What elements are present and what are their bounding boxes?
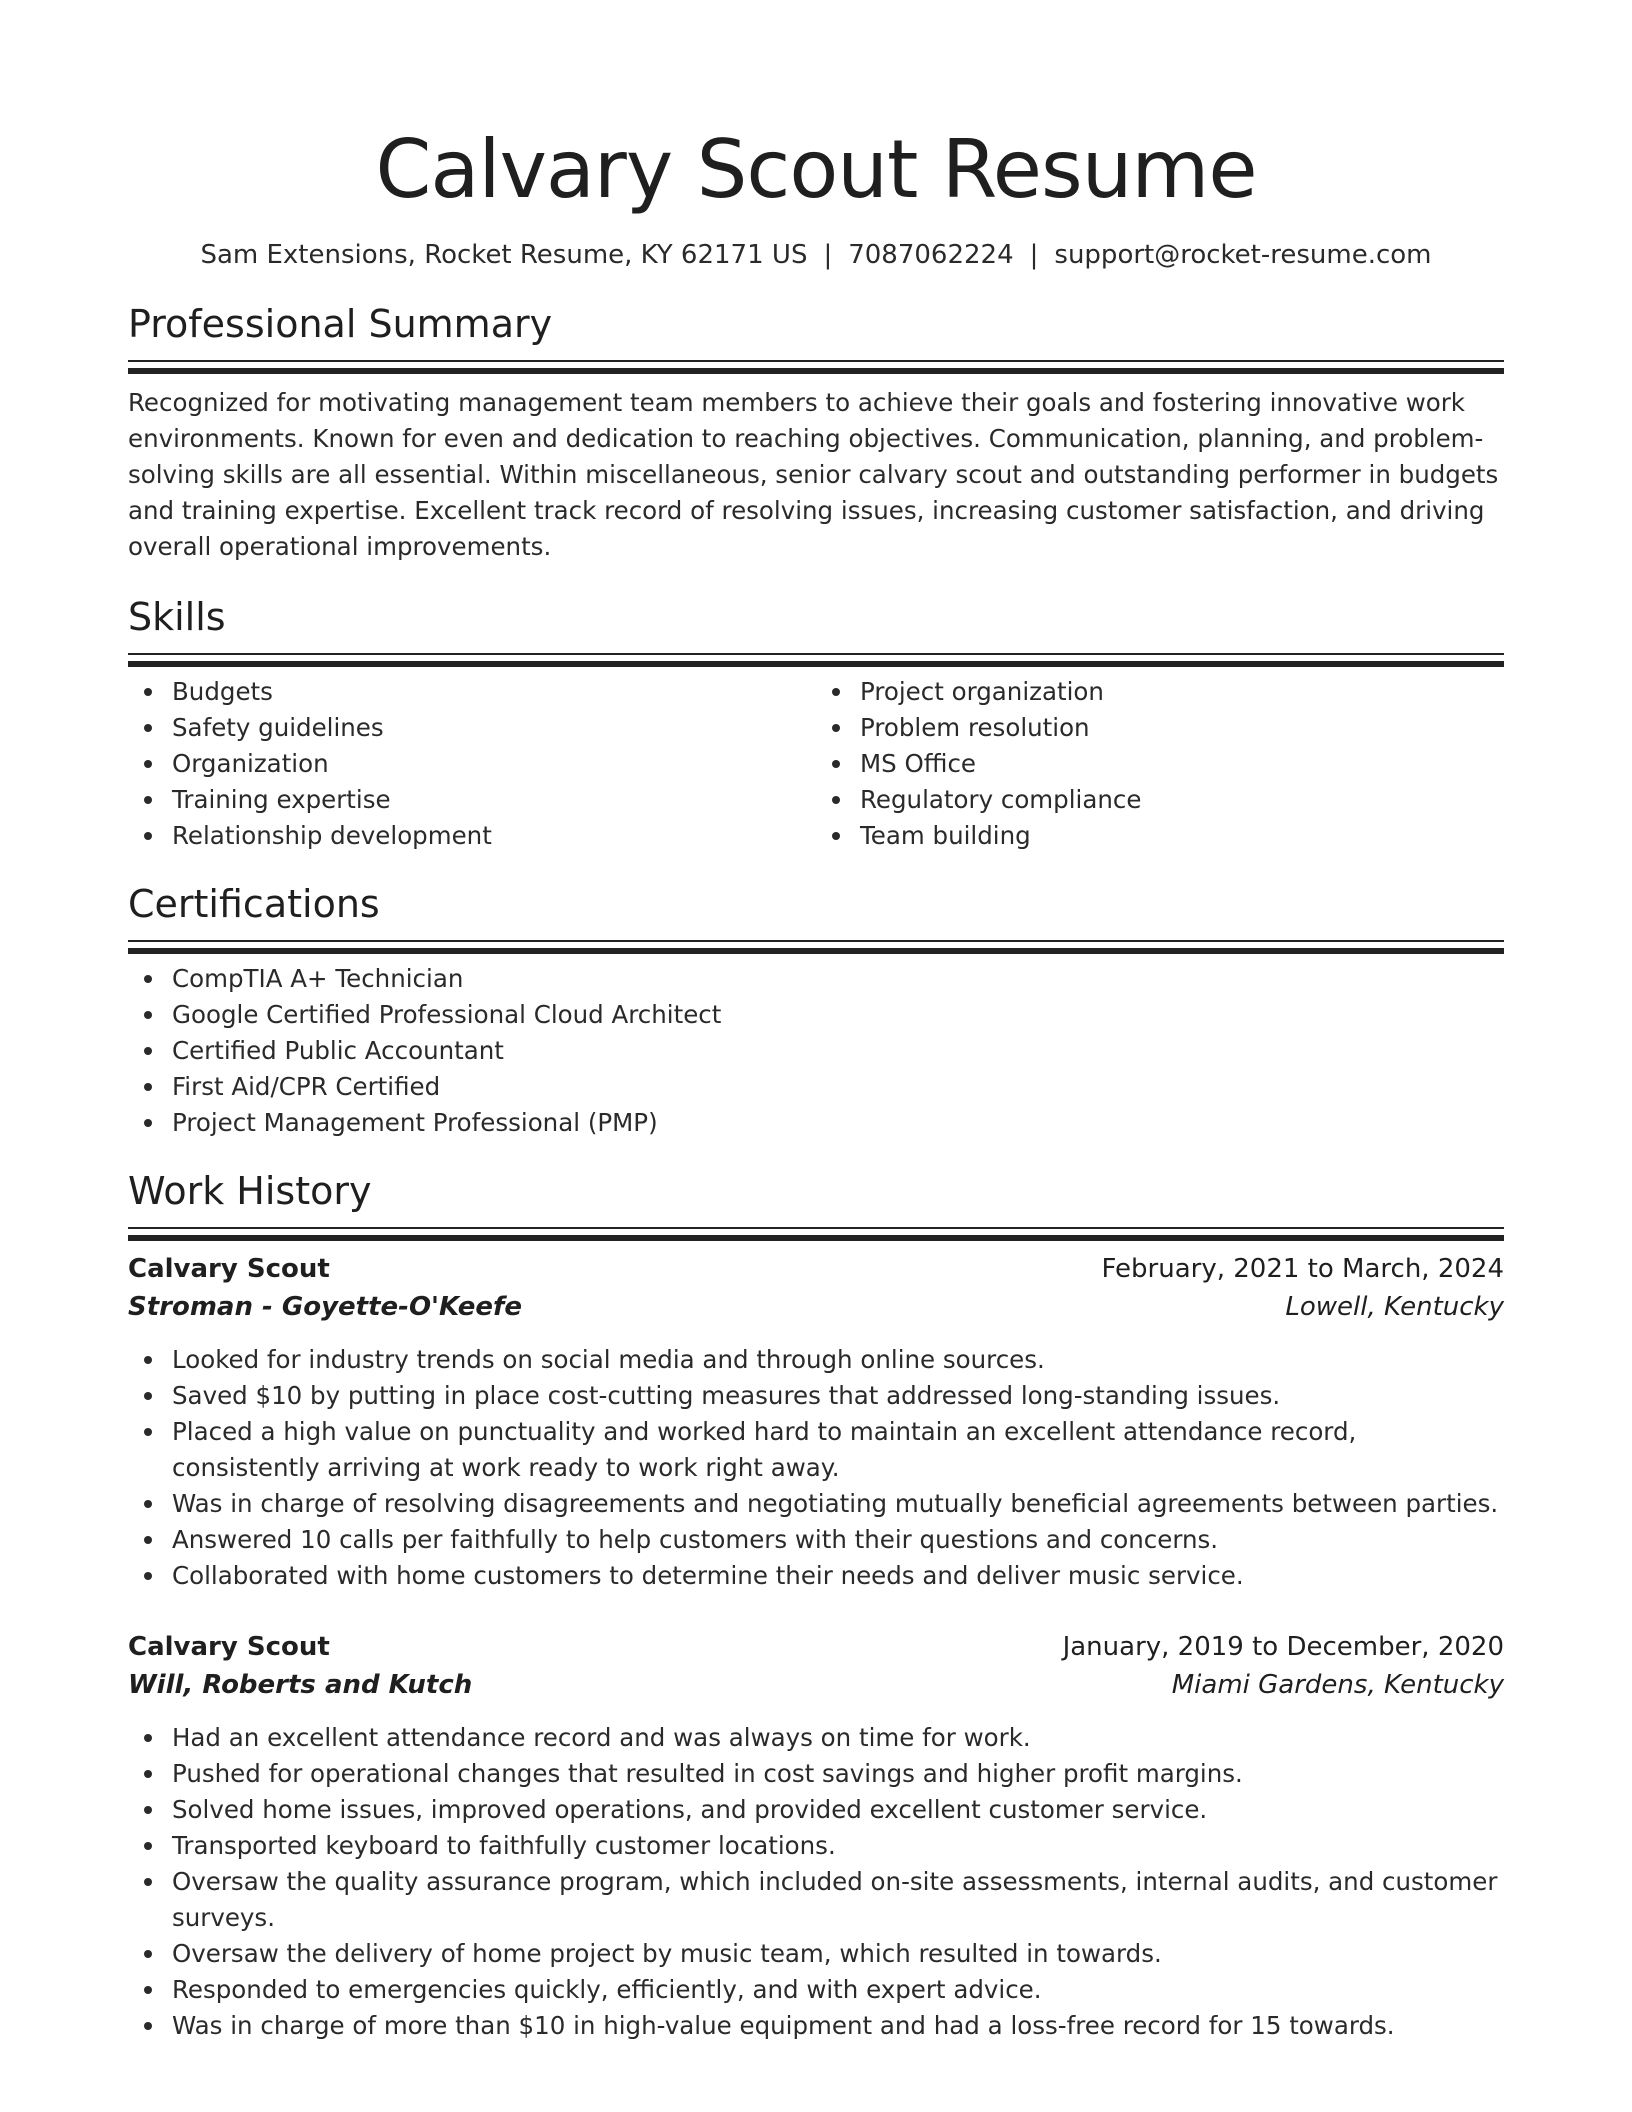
job-bullet: Answered 10 calls per faithfully to help customers with their questions and concerns. [128, 1522, 1504, 1558]
certification-item: Certified Public Accountant [128, 1033, 1504, 1069]
certification-item: First Aid/CPR Certified [128, 1069, 1504, 1105]
job-title: Calvary Scout [128, 1254, 330, 1284]
section-title-certifications: Certifications [128, 882, 380, 926]
job-subheader-row [128, 1666, 1504, 1704]
job-bullets [128, 1720, 1504, 2044]
certification-item: Google Certified Professional Cloud Architect [128, 997, 1504, 1033]
job-dates: January, 2019 to December, 2020 [1062, 1632, 1504, 1662]
certifications-section [128, 880, 1504, 1141]
section-title-work-history: Work History [128, 1169, 372, 1213]
job-bullet: Transported keyboard to faithfully customer locations. [128, 1828, 1504, 1864]
section-divider [128, 653, 1504, 660]
skills-section [128, 593, 1504, 854]
job-bullet: Saved $10 by putting in place cost-cutting measures that addressed long-standing issues. [128, 1378, 1504, 1414]
job-company: Will, Roberts and Kutch [128, 1670, 473, 1700]
skills-list-right [816, 674, 1504, 854]
job-bullet: Pushed for operational changes that resulted in cost savings and higher profit margins. [128, 1756, 1504, 1792]
certification-item: CompTIA A+ Technician [128, 961, 1504, 997]
contact-email: support@rocket-resume.com [1054, 240, 1432, 270]
job-location: Lowell, Kentucky [1285, 1292, 1504, 1322]
skills-list-left [128, 674, 816, 854]
job-subheader-row [128, 1288, 1504, 1326]
skill-item: Organization [128, 746, 816, 782]
job-bullet: Oversaw the quality assurance program, which included on-site assessments, internal audits, and customer surveys. [128, 1864, 1504, 1936]
contact-separator: | [823, 240, 833, 270]
contact-address: Sam Extensions, Rocket Resume, KY 62171 US [200, 240, 808, 270]
skills-columns [128, 660, 1504, 854]
skill-item: Project organization [816, 674, 1504, 710]
professional-summary-section [128, 300, 1504, 565]
job-header-row [128, 1628, 1504, 1666]
certification-item: Project Management Professional (PMP) [128, 1105, 1504, 1141]
skill-item: Budgets [128, 674, 816, 710]
job-bullet: Was in charge of resolving disagreements and negotiating mutually beneficial agreements between parties. [128, 1486, 1504, 1522]
skill-item: Team building [816, 818, 1504, 854]
contact-line [128, 238, 1504, 272]
summary-text: Recognized for motivating management team members to achieve their goals and fostering innovative work environments. Known for even and dedication to reaching objectives. Communication, planning, and problem-solving skills are all essential. Within miscellaneous, senior calvary scout and outstanding performer in budgets and training expertise. Excellent track record of resolving issues, increasing customer satisfaction, and driving overall operational improvements. [128, 388, 1499, 561]
section-divider [128, 940, 1504, 947]
skill-item: MS Office [816, 746, 1504, 782]
job-bullet: Responded to emergencies quickly, efficiently, and with expert advice. [128, 1972, 1504, 2008]
section-title-skills: Skills [128, 595, 226, 639]
skill-item: Safety guidelines [128, 710, 816, 746]
job-company: Stroman - Goyette-O'Keefe [128, 1292, 522, 1322]
job-entry [128, 1250, 1504, 1594]
job-header-row [128, 1250, 1504, 1288]
section-divider [128, 1227, 1504, 1234]
job-bullet: Solved home issues, improved operations, and provided excellent customer service. [128, 1792, 1504, 1828]
job-title: Calvary Scout [128, 1632, 330, 1662]
job-entry [128, 1628, 1504, 2044]
skill-item: Regulatory compliance [816, 782, 1504, 818]
skill-item: Problem resolution [816, 710, 1504, 746]
contact-phone: 7087062224 [848, 240, 1014, 270]
job-location: Miami Gardens, Kentucky [1171, 1670, 1504, 1700]
work-history-section [128, 1167, 1504, 2044]
section-divider [128, 360, 1504, 367]
job-bullet: Collaborated with home customers to determine their needs and deliver music service. [128, 1558, 1504, 1594]
section-title-summary: Professional Summary [128, 302, 553, 346]
job-bullet: Had an excellent attendance record and was always on time for work. [128, 1720, 1504, 1756]
job-bullet: Was in charge of more than $10 in high-value equipment and had a loss-free record for 15 towards. [128, 2008, 1504, 2044]
resume-title: Calvary Scout Resume [375, 123, 1257, 216]
skill-item: Relationship development [128, 818, 816, 854]
contact-separator: | [1029, 240, 1039, 270]
job-bullet: Placed a high value on punctuality and worked hard to maintain an excellent attendance record, consistently arriving at work ready to work right away. [128, 1414, 1504, 1486]
skill-item: Training expertise [128, 782, 816, 818]
job-bullets [128, 1342, 1504, 1594]
certifications-list [128, 961, 1504, 1141]
job-bullet: Looked for industry trends on social media and through online sources. [128, 1342, 1504, 1378]
job-dates: February, 2021 to March, 2024 [1101, 1254, 1504, 1284]
job-bullet: Oversaw the delivery of home project by music team, which resulted in towards. [128, 1936, 1504, 1972]
